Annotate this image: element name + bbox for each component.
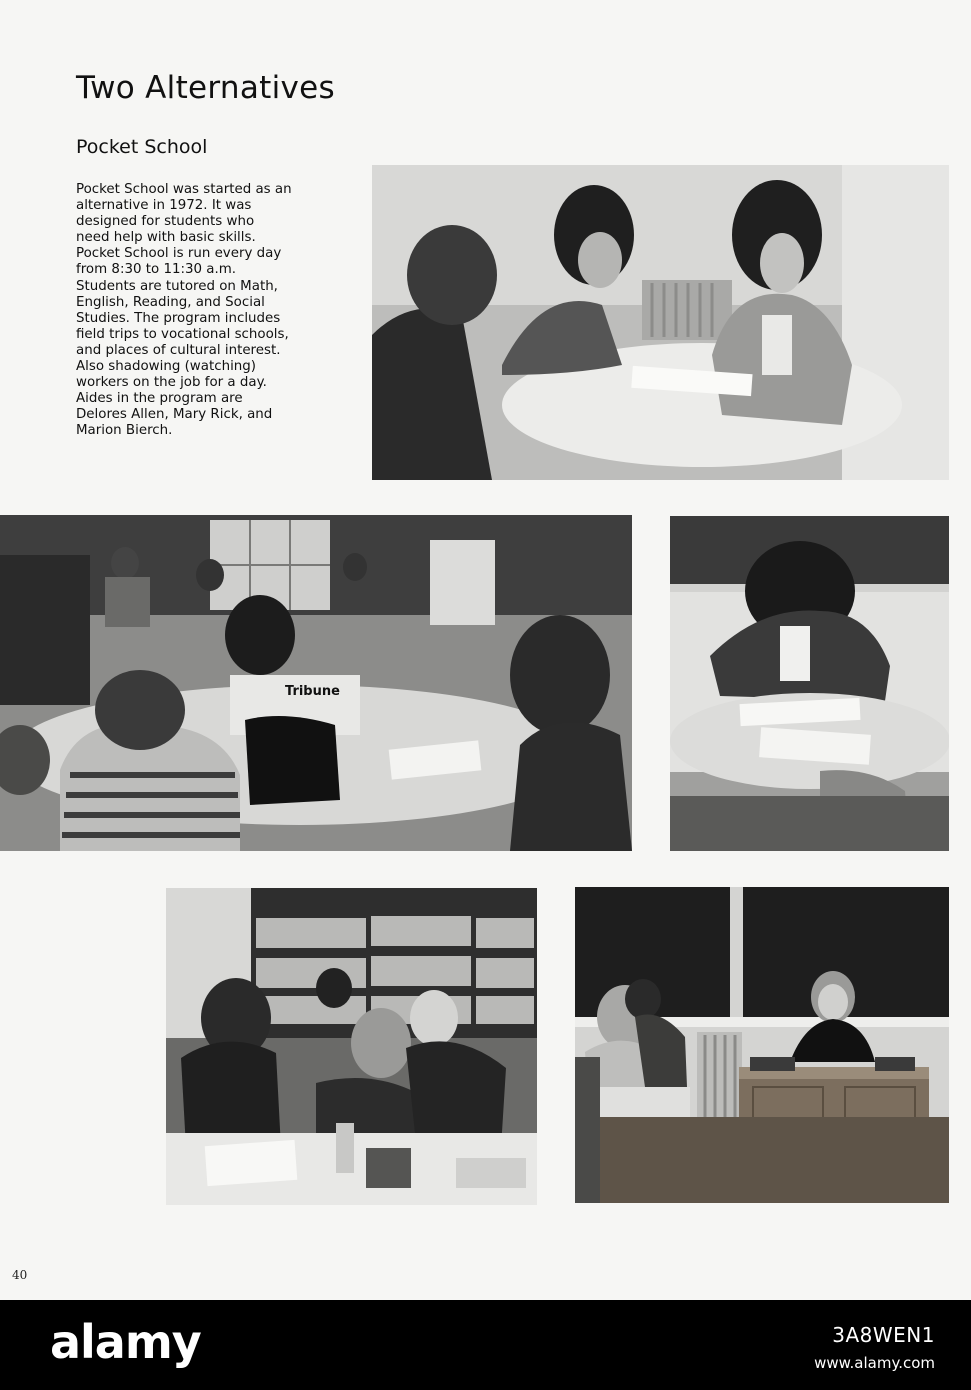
- body-line: field trips to vocational schools,: [76, 326, 289, 342]
- body-paragraph: [76, 182, 368, 440]
- body-line: and places of cultural interest.: [76, 342, 281, 358]
- body-line: from 8:30 to 11:30 a.m.: [76, 262, 237, 278]
- photo-students-round-table: [372, 165, 949, 480]
- body-line: Delores Allen, Mary Rick, and: [76, 407, 273, 423]
- photo-library-students: [166, 888, 537, 1205]
- section-subtitle: Pocket School: [76, 136, 208, 158]
- body-line: Students are tutored on Math,: [76, 278, 278, 294]
- body-line: Aides in the program are: [76, 391, 243, 407]
- photo-teacher-at-desk: [575, 887, 949, 1203]
- body-line: Also shadowing (watching): [76, 359, 256, 375]
- photo-student-writing: [670, 516, 949, 851]
- watermark-image-id: 3A8WEN1: [832, 1323, 935, 1347]
- watermark-url: www.alamy.com: [814, 1354, 935, 1372]
- body-line: Studies. The program includes: [76, 310, 281, 326]
- page-number: 40: [12, 1268, 28, 1282]
- body-line: workers on the job for a day.: [76, 375, 267, 391]
- body-line: alternative in 1972. It was: [76, 198, 252, 214]
- body-line: designed for students who: [76, 214, 255, 230]
- body-line: English, Reading, and Social: [76, 294, 265, 310]
- newspaper-label: Tribune: [285, 684, 340, 699]
- photo-students-reading: [0, 515, 632, 851]
- body-line: need help with basic skills.: [76, 230, 256, 246]
- body-line: Marion Bierch.: [76, 423, 173, 439]
- body-line: Pocket School was started as an: [76, 182, 292, 197]
- watermark-logo: alamy: [50, 1315, 201, 1369]
- page-title: Two Alternatives: [76, 70, 336, 106]
- body-line: Pocket School is run every day: [76, 246, 282, 262]
